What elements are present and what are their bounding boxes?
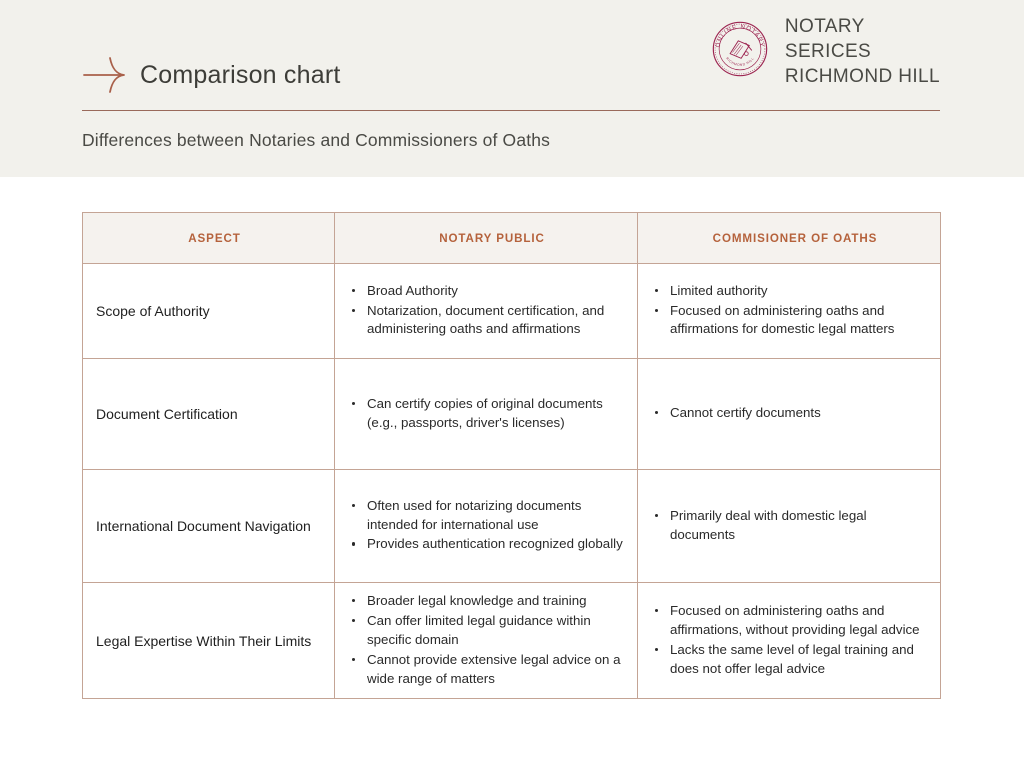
notary-cell [335, 583, 638, 699]
list-item: Provides authentication recognized globally [365, 535, 625, 554]
header-band [0, 0, 1024, 177]
aspect-cell [83, 359, 335, 470]
commissioner-bullet-list [638, 507, 940, 545]
commissioner-cell [638, 359, 941, 470]
list-item: Cannot provide extensive legal advice on a wide range of matters [365, 651, 625, 689]
list-item: Focused on administering oaths and affirmations for domestic legal matters [668, 302, 928, 340]
table-header-row [83, 213, 941, 264]
list-item: Limited authority [668, 282, 928, 301]
column-header-aspect [83, 213, 335, 264]
commissioner-bullet-list [638, 404, 940, 423]
svg-text:RICHMOND HILL: RICHMOND HILL [725, 56, 755, 67]
brand-name [785, 14, 940, 89]
aspect-label: Scope of Authority [96, 302, 210, 319]
list-item: Broader legal knowledge and training [365, 592, 625, 611]
aspect-label: International Document Navigation [96, 517, 311, 534]
commissioner-cell [638, 583, 941, 699]
column-header-notary-public-label: NOTARY PUBLIC [439, 231, 545, 245]
aspect-cell [83, 264, 335, 359]
page-title-row [82, 52, 341, 98]
table-body [83, 264, 941, 699]
table-row [83, 359, 941, 470]
brand-line-3: RICHMOND HILL [784, 66, 940, 88]
list-item: Broad Authority [365, 282, 625, 301]
notary-bullet-list [335, 282, 637, 340]
list-item: Often used for notarizing documents intended for international use [365, 497, 625, 535]
list-item: Can offer limited legal guidance within specific domain [365, 612, 625, 650]
notary-cell [335, 359, 638, 470]
notary-bullet-list [335, 592, 637, 688]
aspect-label: Legal Expertise Within Their Limits [96, 632, 312, 649]
commissioner-cell [638, 264, 941, 359]
list-item: Focused on administering oaths and affirmations, without providing legal advice [668, 602, 928, 640]
list-item: Can certify copies of original documents (e.g., passports, driver's licenses) [365, 395, 625, 433]
table-row [83, 264, 941, 359]
commissioner-bullet-list [638, 282, 940, 340]
brand-line-1: NOTARY [784, 16, 865, 37]
table-row [83, 583, 941, 699]
brand-line-2: SERICES [784, 41, 872, 63]
list-item: Primarily deal with domestic legal documents [668, 507, 928, 545]
page-title: Comparison chart [140, 60, 341, 89]
aspect-cell [83, 470, 335, 583]
list-item: Notarization, document certification, and administering oaths and affirmations [365, 302, 625, 340]
svg-text:ONLINE NOTARY: ONLINE NOTARY [714, 23, 766, 49]
notary-cell [335, 264, 638, 359]
notary-cell [335, 470, 638, 583]
commissioner-cell [638, 470, 941, 583]
arrow-right-icon [82, 55, 134, 95]
table-header [83, 213, 941, 264]
page-subtitle: Differences between Notaries and Commissioners of Oaths [82, 130, 551, 150]
aspect-cell [83, 583, 335, 699]
notary-bullet-list [335, 395, 637, 433]
brand-lockup [711, 14, 940, 89]
table-row [83, 470, 941, 583]
header-divider [82, 110, 940, 111]
notary-seal-icon [711, 20, 769, 78]
aspect-label: Document Certification [96, 405, 238, 422]
notary-bullet-list [335, 497, 637, 555]
list-item: Cannot certify documents [668, 404, 928, 423]
column-header-notary-public [335, 213, 638, 264]
column-header-commissioner-of-oaths-label: COMMISIONER OF OATHS [712, 231, 878, 245]
commissioner-bullet-list [638, 602, 940, 679]
list-item: Lacks the same level of legal training and does not offer legal advice [668, 641, 928, 679]
column-header-commissioner-of-oaths [638, 213, 941, 264]
comparison-table [82, 212, 941, 699]
column-header-aspect-label: ASPECT [188, 231, 241, 245]
